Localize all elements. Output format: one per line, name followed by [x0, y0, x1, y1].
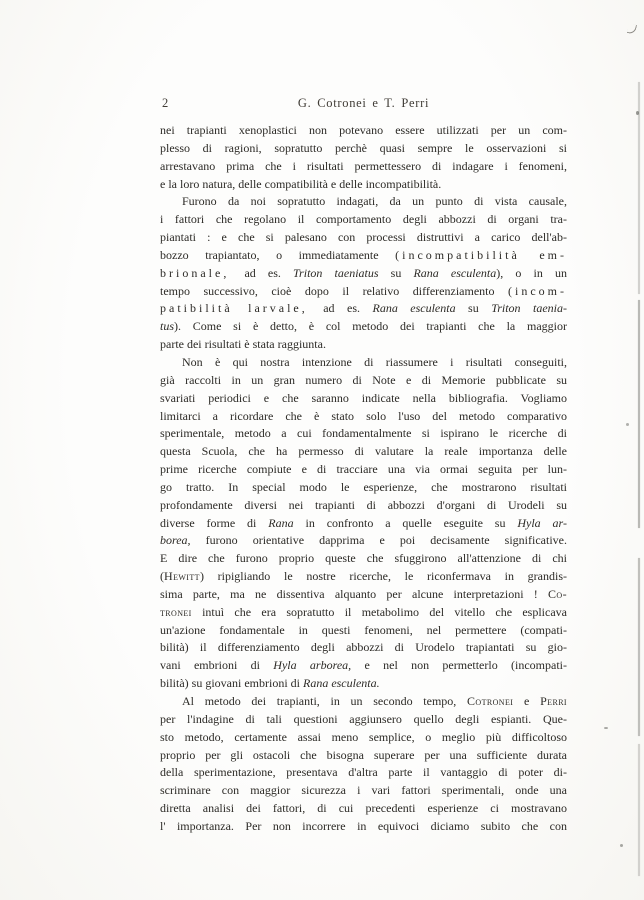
text-segment: proprio per gli ostacoli che bisogna superare per una sufficiente durata [160, 747, 567, 762]
text-line [160, 283, 567, 301]
text-line [160, 568, 567, 586]
text-segment: l' importanza. Per non incorrere in equivoci diciamo subito che con [160, 818, 567, 833]
text-segment: plesso di ragioni, sopratutto perchè quasi sempre le osservazioni si [160, 140, 567, 155]
text-segment: un'azione fondamentale in questi fenomeni, nel permettere (compati- [160, 622, 567, 637]
text-line [160, 782, 567, 800]
text-segment: sperimentale, metodo a cui fondamentalmente si ispirano le ricerche di [160, 426, 567, 441]
text-segment: Rana esculenta [372, 301, 456, 316]
text-segment: su [455, 301, 492, 316]
text-line [160, 229, 567, 247]
text-segment: intuì che era sopratutto il metabolimo del vitello che esplicava [191, 604, 567, 619]
text-line [160, 443, 567, 461]
text-segment: Hyla arborea, [273, 658, 352, 673]
text-segment: i fattori che regolano il comportamento degli abbozzi di organi tra- [160, 212, 567, 227]
text-segment: brionale, [160, 265, 245, 280]
text-segment: ) ripigliando le nostre ricerche, le riconfermava in grandis- [199, 569, 567, 584]
text-segment: ), o in un [496, 265, 567, 280]
text-line [160, 764, 567, 782]
text-segment: E dire che furono proprio queste che sfuggirono all'attenzione di chi [160, 551, 567, 566]
text-segment: ). Come si è detto, è col metodo dei trapianti che la maggior [174, 319, 567, 334]
running-title: G. Cotronei e T. Perri [297, 96, 430, 110]
scan-speck [636, 111, 639, 115]
text-segment: (incompatibilità em- [395, 247, 567, 262]
text-segment: Triton taeniatus [293, 265, 379, 280]
text-line [160, 622, 567, 640]
page-header [160, 96, 567, 111]
text-line [160, 693, 567, 711]
text-segment: furono orientative dapprima e poi decisamente significative. [190, 533, 567, 548]
page-number: 2 [162, 96, 169, 110]
text-segment: nei trapianti xenoplastici non potevano essere utilizzati per un com- [160, 123, 567, 137]
text-line [160, 354, 567, 372]
text-segment: parte dei risultati è stata raggiunta. [160, 337, 326, 352]
text-segment: e nel non permetterlo (incompati- [351, 658, 567, 673]
text-line [160, 265, 567, 283]
scan-speck [604, 727, 608, 729]
text-segment: ad es. [244, 265, 294, 280]
text-segment: bilità) su giovani embrioni di [160, 676, 303, 691]
text-line [160, 729, 567, 747]
text-segment: e [513, 694, 541, 708]
text-segment: su [378, 265, 414, 280]
text-segment: svariati periodici e che saranno indicate nella bibliografia. Vogliamo [160, 390, 567, 405]
text-line [160, 711, 567, 729]
text-line [160, 122, 567, 140]
text-segment: Furono da noi sopratutto indagati, da un punto di vista causale, [182, 194, 567, 209]
scan-mark [627, 23, 637, 35]
text-segment: diverse forme di [160, 515, 269, 530]
text-line [160, 497, 567, 515]
text-line [160, 300, 567, 318]
text-segment: (incom- [508, 283, 567, 298]
text-line [160, 532, 567, 550]
text-segment: Co- [548, 586, 567, 601]
text-segment: piantati : e che si palesano con processi distruttivi a carico dell'ab- [160, 230, 567, 245]
scan-speck [626, 423, 629, 426]
text-segment: in confronto a quelle eseguite su [293, 515, 518, 530]
text-line [160, 639, 567, 657]
text-segment: Non è qui nostra intenzione di riassumere i risultati conseguiti, [182, 354, 567, 369]
text-line [160, 586, 567, 604]
text-segment: arrestavano prima che i risultati permettessero di indagare i fenomeni, [160, 158, 567, 173]
text-line [160, 747, 567, 765]
text-line [160, 318, 567, 336]
text-segment: della sperimentazione, presentava d'altra parte il vantaggio di poter di- [160, 765, 567, 780]
text-segment: Al metodo dei trapianti, in un secondo tempo, [182, 694, 468, 708]
scan-crease [638, 744, 640, 876]
text-segment: bozzo trapiantato, o immediatamente [160, 247, 396, 262]
text-line [160, 372, 567, 390]
text-segment: scriminare con maggior sicurezza i vari fattori sperimentali, onde una [160, 783, 567, 798]
text-line [160, 657, 567, 675]
scan-crease [638, 300, 640, 528]
text-segment: patibilità larvale, [160, 301, 324, 316]
text-segment: vani embrioni di [160, 658, 274, 673]
text-segment: tus [160, 319, 175, 334]
text-segment: Hyla ar- [517, 515, 567, 530]
text-segment: tempo successivo, cioè dopo il relativo differenziamento [160, 283, 508, 298]
text-line [160, 461, 567, 479]
text-segment: sima parte, ma ne dissentiva alquanto per alcune interpretazioni ! [160, 586, 549, 601]
scan-speck [620, 844, 623, 847]
text-segment: Perri [540, 694, 567, 708]
text-line [160, 515, 567, 533]
text-segment: questa Scuola, che ha permesso di valutare la reale importanza delle [160, 444, 567, 459]
text-segment: diretta analisi dei fattori, di cui precedenti esperienze ci mostravano [160, 801, 567, 816]
text-segment: bilità) il differenziamento degli abbozzi di Urodelo trapiantati su gio- [160, 640, 567, 655]
text-line [160, 390, 567, 408]
text-segment: Cotronei [467, 694, 514, 708]
text-line [160, 550, 567, 568]
text-segment: ( [160, 569, 164, 584]
text-segment: Rana esculenta [413, 265, 497, 280]
text-line [160, 425, 567, 443]
scan-crease [638, 558, 640, 736]
text-segment: profondamente diversi nei trapianti di abbozzi d'organi di Urodeli su [160, 497, 567, 512]
text-line [160, 176, 567, 194]
text-line [160, 675, 567, 693]
text-segment: Triton taenia- [491, 301, 567, 316]
text-line [160, 479, 567, 497]
text-segment: Rana [268, 515, 294, 530]
text-segment: Rana esculenta. [302, 676, 380, 691]
text-segment: sto metodo, certamente assai meno semplice, o meglio più difficoltoso [160, 729, 567, 744]
text-line [160, 247, 567, 265]
text-line [160, 818, 567, 836]
text-segment: e la loro natura, delle compatibilità e delle incompatibilità. [160, 176, 442, 191]
text-segment: limitarci a ricordare che è stato solo l'uso del metodo comparativo [160, 408, 567, 423]
text-line [160, 336, 567, 354]
text-line [160, 800, 567, 818]
text-segment: già raccolti in un gran numero di Note e di Memorie pubblicate su [160, 372, 567, 387]
text-line [160, 211, 567, 229]
text-segment: prime ricerche compiute e di tracciare una via ormai seguita per lun- [160, 462, 567, 477]
page-text [160, 122, 567, 836]
text-segment: ad es. [323, 301, 373, 316]
text-line [160, 158, 567, 176]
text-line [160, 193, 567, 211]
text-line [160, 408, 567, 426]
text-line [160, 140, 567, 158]
text-line [160, 604, 567, 622]
text-segment: borea, [160, 533, 191, 548]
text-segment: Hewitt [164, 569, 200, 584]
text-segment: tronei [160, 604, 192, 619]
text-segment: per l'indagine di tali questioni aggiunsero quello degli espianti. Que- [160, 711, 567, 726]
text-segment: go tratto. In special modo le esperienze, che mostrarono risultati [160, 479, 567, 494]
